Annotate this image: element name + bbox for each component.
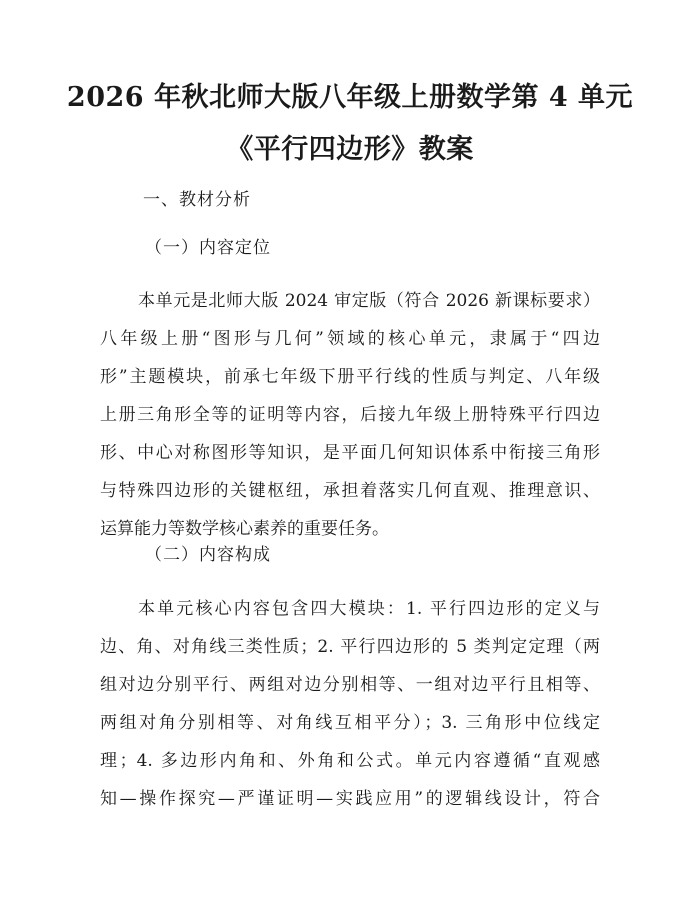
paragraph-line: 边、角、对角线三类性质；2. 平行四边形的 5 类判定定理（两	[100, 637, 600, 657]
paragraph-line: 本单元核心内容包含四大模块：1. 平行四边形的定义与	[138, 599, 600, 619]
document-title-line-2: 《平行四边形》教案	[226, 134, 474, 165]
paragraph-line: 本单元是北师大版 2024 审定版（符合 2026 新课标要求）	[138, 291, 600, 311]
paragraph-line: 两组对角分别相等、对角线互相平分）；3. 三角形中位线定	[100, 713, 600, 733]
paragraph-content-composition	[100, 590, 600, 818]
subsection-heading-content-positioning: （一）内容定位	[145, 238, 271, 258]
paragraph-line: 组对边分别平行、两组对边分别相等、一组对边平行且相等、	[100, 675, 600, 695]
paragraph-line: 形、中心对称图形等知识，是平面几何知识体系中衔接三角形	[100, 443, 600, 463]
paragraph-line: 八年级上册“图形与几何”领域的核心单元，隶属于“四边	[100, 329, 600, 349]
paragraph-line: 理；4. 多边形内角和、外角和公式。单元内容遵循“直观感	[100, 751, 600, 771]
section-heading-textbook-analysis: 一、教材分析	[143, 190, 251, 210]
document-title-line-1: 2026 年秋北师大版八年级上册数学第 4 单元	[66, 82, 634, 113]
paragraph-content-positioning	[100, 282, 600, 548]
paragraph-line: 形”主题模块，前承七年级下册平行线的性质与判定、八年级	[100, 367, 600, 387]
paragraph-line: 与特殊四边形的关键枢纽，承担着落实几何直观、推理意识、	[100, 481, 600, 501]
paragraph-line: 运算能力等数学核心素养的重要任务。	[100, 519, 389, 539]
paragraph-line: 上册三角形全等的证明等内容，后接九年级上册特殊平行四边	[100, 405, 600, 425]
subsection-heading-content-composition: （二）内容构成	[145, 545, 271, 565]
paragraph-line: 知—操作探究—严谨证明—实践应用”的逻辑线设计，符合	[100, 789, 600, 809]
